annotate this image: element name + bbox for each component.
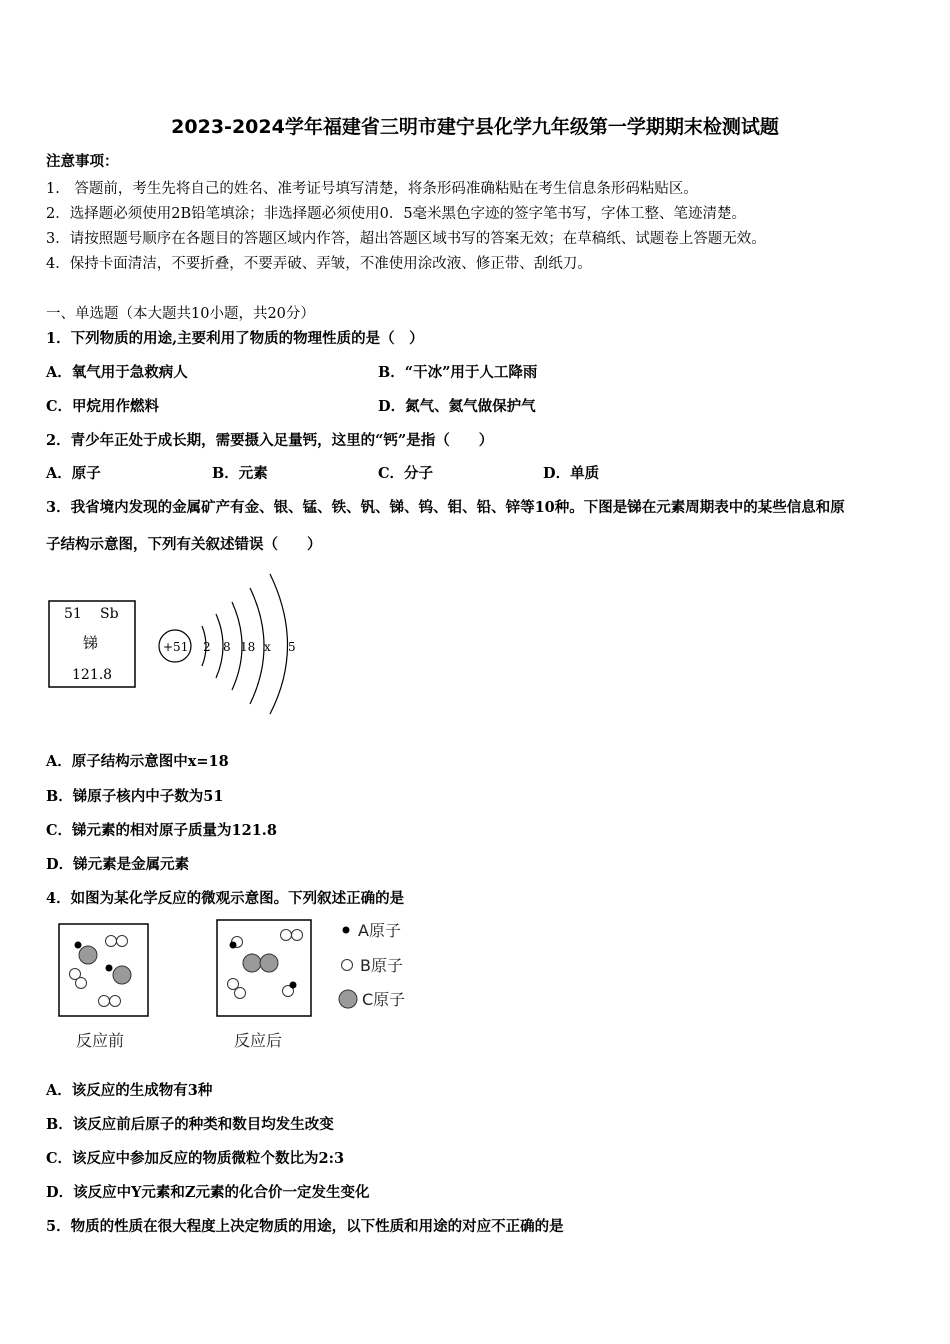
antimony-figure	[40, 568, 320, 718]
element-name: 锑	[83, 634, 99, 652]
page-title: 2023-2024学年福建省三明市建宁县化学九年级第一学期期末检测试题	[171, 116, 779, 138]
atom-b	[106, 936, 117, 947]
q3-option-b: B．锑原子核内中子数为51	[46, 788, 224, 805]
legend-b-label: B原子	[360, 956, 403, 975]
q1-option-c: C．甲烷用作燃料	[46, 398, 160, 415]
q3-option-d: D．锑元素是金属元素	[46, 856, 190, 873]
atom-b	[235, 988, 246, 999]
q2-option-a: A．原子	[46, 465, 101, 482]
q3-option-c: C．锑元素的相对原子质量为121.8	[46, 822, 277, 839]
atom-b	[292, 930, 303, 941]
atom-a	[230, 942, 237, 949]
q2-option-b: B．元素	[212, 465, 268, 482]
atomic-mass: 121.8	[72, 667, 113, 683]
before-caption: 反应前	[76, 1031, 125, 1050]
reaction-figure	[50, 915, 430, 1055]
nucleus-charge: +51	[163, 640, 189, 654]
q2-option-d: D．单质	[543, 465, 600, 482]
q3-option-a: A．原子结构示意图中x=18	[46, 753, 229, 770]
atom-a	[290, 982, 297, 989]
q5-stem: 5．物质的性质在很大程度上决定物质的用途，以下性质和用途的对应不正确的是	[46, 1218, 564, 1235]
legend-c-label: C原子	[362, 990, 406, 1009]
shell-electrons: 2	[203, 640, 211, 654]
atom-c	[260, 954, 278, 972]
q1-option-d: D．氮气、氦气做保护气	[378, 398, 536, 415]
q4-option-d: D．该反应中Y元素和Z元素的化合价一定发生变化	[46, 1184, 370, 1201]
q1-option-a: A．氧气用于急救病人	[46, 364, 188, 381]
shell-electrons: 8	[223, 640, 231, 654]
q1-option-b: B．“干冰”用于人工降雨	[378, 364, 538, 381]
atom-b	[281, 930, 292, 941]
section-heading: 一、单选题（本大题共10小题，共20分）	[46, 306, 315, 322]
atom-b	[117, 936, 128, 947]
q4-option-c: C．该反应中参加反应的物质微粒个数比为2:3	[46, 1150, 345, 1167]
atom-b	[99, 996, 110, 1007]
atom-b	[110, 996, 121, 1007]
legend-c-swatch	[339, 990, 357, 1008]
shell-arc	[216, 614, 223, 678]
atom-c	[113, 966, 131, 984]
q3-stem-line2: 子结构示意图，下列有关叙述错误（ ）	[46, 536, 322, 553]
shell-electrons: 5	[288, 640, 296, 654]
atom-c	[79, 946, 97, 964]
shell-electrons: x	[264, 640, 271, 654]
legend-b-swatch	[342, 960, 353, 971]
q4-stem: 4．如图为某化学反应的微观示意图。下列叙述正确的是	[46, 890, 405, 907]
notice-item: 1. 答题前，考生先将自己的姓名、准考证号填写清楚，将条形码准确粘贴在考生信息条形码粘贴区。	[46, 181, 698, 197]
atomic-number: 51	[64, 606, 82, 622]
q1-stem: 1．下列物质的用途,主要利用了物质的物理性质的是（ ）	[46, 330, 424, 347]
notice-item: 2．选择题必须使用2B铅笔填涂；非选择题必须使用0．5毫米黑色字迹的签字笔书写，字体工整、笔迹清楚。	[46, 206, 747, 222]
atom-b	[76, 978, 87, 989]
atom-b	[228, 979, 239, 990]
atom-a	[75, 942, 82, 949]
q2-stem: 2．青少年正处于成长期，需要摄入足量钙，这里的“钙”是指（ ）	[46, 432, 494, 449]
atom-c	[243, 954, 261, 972]
atom-a	[106, 965, 113, 972]
notice-heading: 注意事项：	[46, 153, 119, 170]
notice-item: 3．请按照题号顺序在各题目的答题区域内作答，超出答题区域书写的答案无效；在草稿纸、试题卷上答题无效。	[46, 231, 766, 247]
legend-a-label: A原子	[358, 921, 401, 940]
after-caption: 反应后	[234, 1031, 283, 1050]
shell-electrons: 18	[240, 640, 256, 654]
q3-stem-line1: 3．我省境内发现的金属矿产有金、银、锰、铁、钒、锑、钨、钼、铅、锌等10种。下图是锑在元素周期表中的某些信息和原	[46, 499, 845, 516]
notice-item: 4．保持卡面清洁，不要折叠，不要弄破、弄皱，不准使用涂改液、修正带、刮纸刀。	[46, 256, 592, 272]
q4-option-b: B．该反应前后原子的种类和数目均发生改变	[46, 1116, 334, 1133]
q2-option-c: C．分子	[378, 465, 434, 482]
shell-arc	[270, 574, 288, 714]
element-symbol: Sb	[100, 606, 119, 622]
legend-a-swatch	[343, 927, 350, 934]
q4-option-a: A．该反应的生成物有3种	[46, 1082, 213, 1099]
